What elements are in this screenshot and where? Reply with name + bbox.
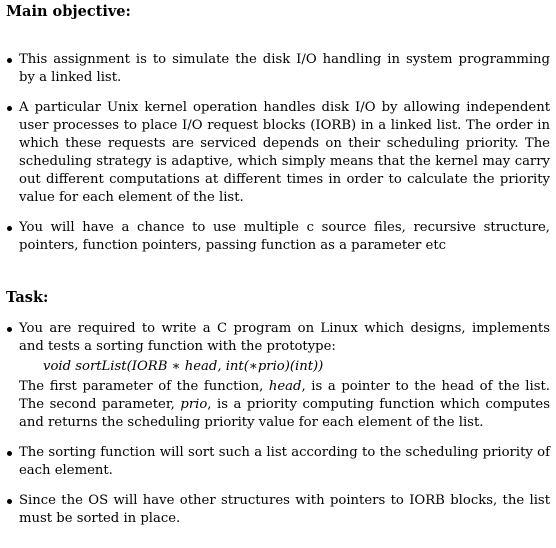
task-list: [6, 320, 550, 528]
param-desc-part-2: , is a pointer to the head of the list. The second parameter,: [19, 379, 550, 412]
param-prio-name: prio: [180, 397, 208, 412]
task-bullet-1: [6, 320, 550, 432]
document: [6, 0, 550, 528]
param-head-name: head: [268, 379, 302, 394]
main-objective-bullet-2: A particular Unix kernel operation handles disk I/O by allowing independent user processes to place I/O request blocks (IORB) in a linked list. The order in which these requests are serviced depends on their scheduling priority. The scheduling strategy is adaptive, which simply means that the kernel may carry out different computations at different times in order to calculate the priority value for each element of the list.: [6, 99, 550, 207]
task-heading: Task:: [6, 289, 49, 306]
task-bullet-2: The sorting function will sort such a list according to the scheduling priority of each element.: [6, 444, 550, 480]
main-objective-list: [6, 51, 550, 255]
main-objective-bullet-3: You will have a chance to use multiple c source files, recursive structure, pointers, function pointers, passing function as a parameter etc: [6, 219, 550, 255]
task-bullet-1-intro: You are required to write a C program on Linux which designs, implements and tests a sorting function with the prototype:: [19, 321, 550, 354]
main-objective-bullet-1: This assignment is to simulate the disk I/O handling in system programming by a linked list.: [6, 51, 550, 87]
main-objective-heading: Main objective:: [6, 3, 131, 20]
task-bullet-3: Since the OS will have other structures with pointers to IORB blocks, the list must be sorted in place.: [6, 492, 550, 528]
param-desc-part-3: , is a priority computing function which computes and returns the scheduling priority value for each element of the list.: [19, 397, 550, 430]
function-prototype: void sortList(IORB ∗ head, int(∗prio)(int)): [43, 359, 324, 374]
param-desc-part-1: The first parameter of the function,: [19, 379, 269, 394]
